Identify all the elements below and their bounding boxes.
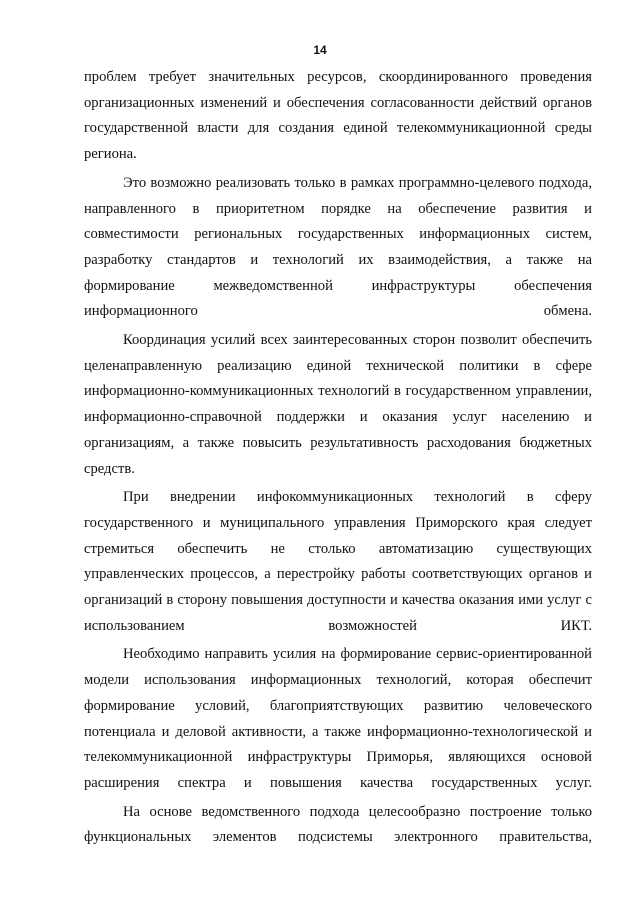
- text-line: формирование межведомственной инфраструктуры обеспечения: [84, 277, 592, 294]
- text-line: информационно-коммуникационных технологий в государственном: [84, 383, 511, 400]
- text-line: При внедрении инфокоммуникационных технологий в сферу: [123, 489, 592, 506]
- body-text: [84, 65, 592, 851]
- text-line: Необходимо направить усилия на формирование сервис-ориентированной: [123, 646, 592, 663]
- page-number: 14: [313, 43, 327, 57]
- paragraph: [84, 65, 592, 168]
- text-line: телекоммуникационной инфраструктуры Приморья, являющихся основой: [84, 749, 592, 766]
- text-line: информационного обмена.: [84, 303, 592, 320]
- text-line: разработку стандартов и технологий их взаимодействия, а также на: [84, 251, 592, 268]
- text-line: Координация усилий всех заинтересованных сторон позволит обеспечить: [123, 332, 592, 349]
- text-line: потенциала и деловой активности, а также информационно-технологической и: [84, 723, 592, 740]
- text-line: с использованием возможностей ИКТ.: [84, 592, 592, 634]
- text-line: населению и организациям, а также повысить результативность расходования: [84, 409, 592, 451]
- paragraph: [84, 328, 592, 482]
- text-line: расширения спектра и повышения качества государственных услуг.: [84, 774, 592, 791]
- text-line: проблем требует значительных ресурсов, скоординированного проведения: [84, 69, 592, 85]
- text-line: организаций в сторону повышения доступности и качества оказания ими услуг: [84, 592, 582, 609]
- text-line: совместимости региональных государственных информационных систем,: [84, 226, 592, 243]
- text-line: бюджетных средств.: [84, 434, 592, 477]
- text-line: организационных изменений и обеспечения согласованности действий органов: [84, 94, 592, 111]
- text-line: функциональных элементов подсистемы электронного правительства,: [84, 829, 592, 846]
- paragraph: [84, 171, 592, 325]
- text-line: управленческих процессов, а перестройку работы соответствующих органов и: [84, 566, 592, 583]
- paragraph: [84, 642, 592, 796]
- paragraph: [84, 800, 592, 851]
- text-line: государственной власти для создания единой телекоммуникационной среды: [84, 120, 592, 137]
- text-line: формирование условий, благоприятствующих развитию человеческого: [84, 697, 592, 714]
- paragraph: [84, 485, 592, 639]
- text-line: направленного в приоритетном порядке на обеспечение развития и: [84, 200, 592, 217]
- text-line: На основе ведомственного подхода целесообразно построение только: [123, 803, 592, 820]
- text-line: целенаправленную реализацию единой технической политики в сфере: [84, 357, 592, 374]
- text-line: управлении, информационно-справочной поддержки и оказания услуг: [84, 383, 592, 426]
- text-line: государственного и муниципального управления Приморского края следует: [84, 514, 592, 531]
- text-line: модели использования информационных технологий, которая обеспечит: [84, 672, 592, 689]
- text-line: региона.: [84, 146, 137, 163]
- text-line: стремиться обеспечить не столько автоматизацию существующих: [84, 540, 592, 557]
- text-line: Это возможно реализовать только в рамках программно-целевого подхода,: [123, 174, 592, 191]
